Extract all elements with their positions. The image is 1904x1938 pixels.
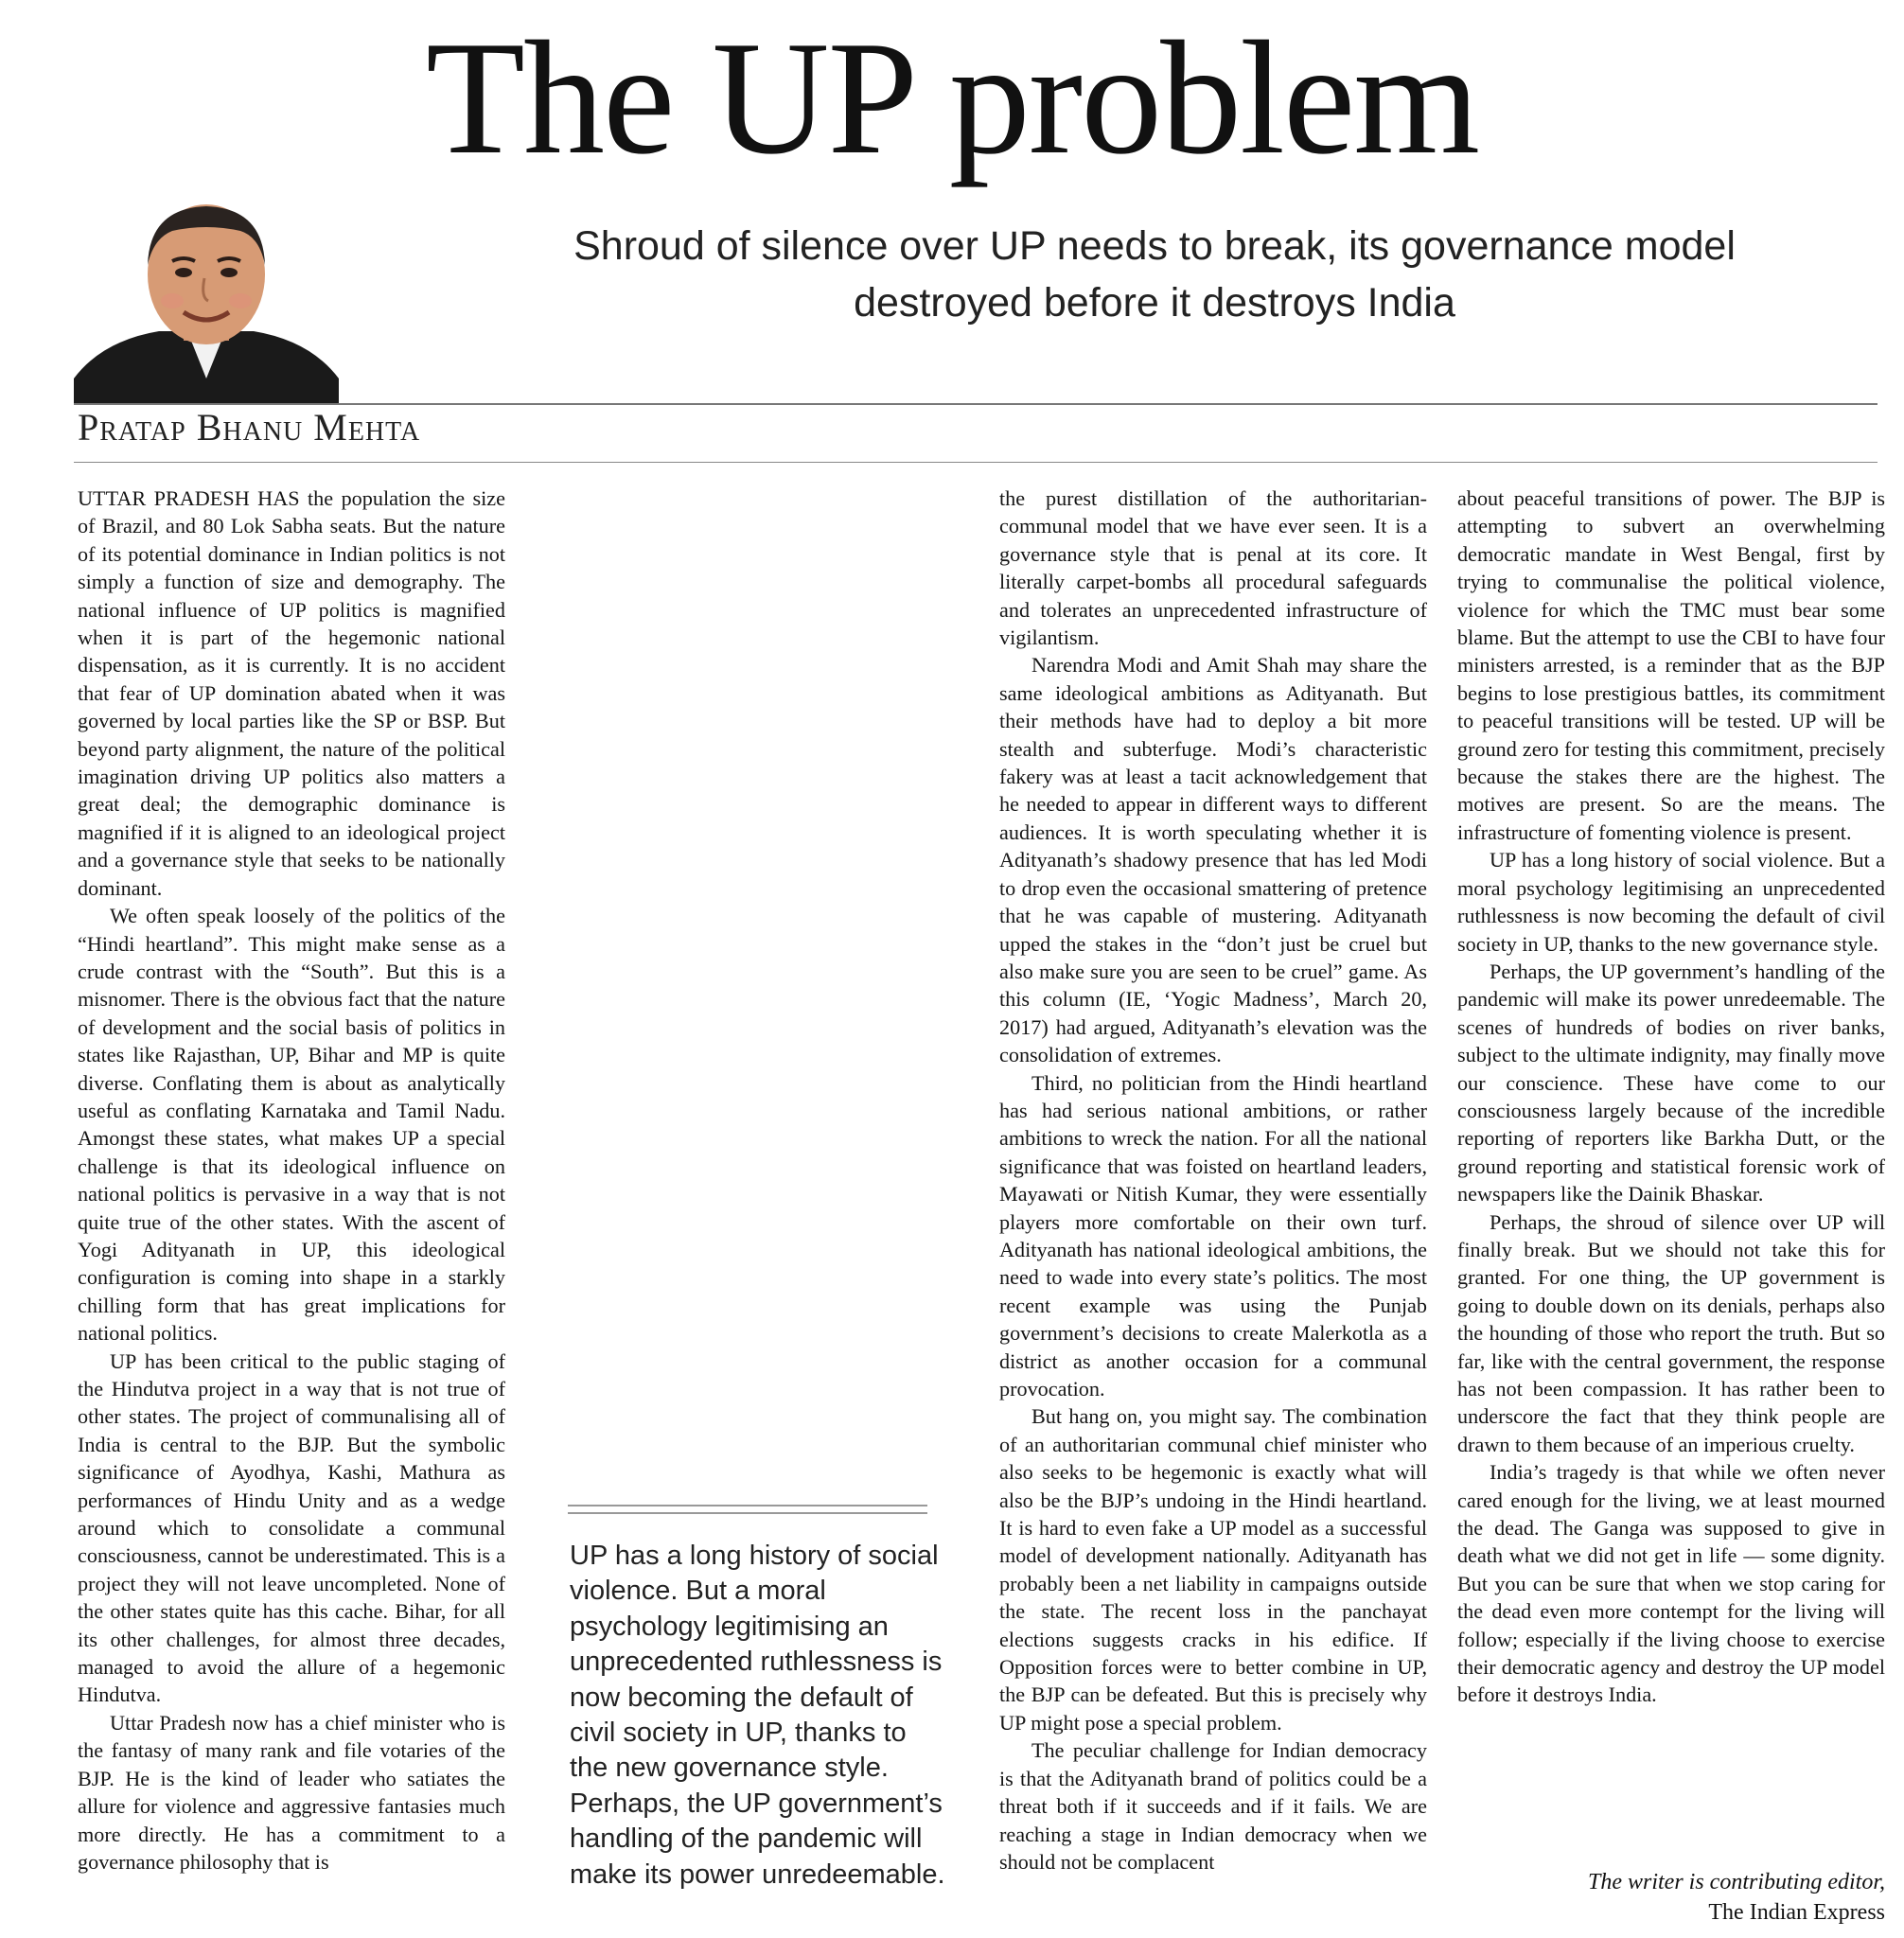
paragraph: Uttar Pradesh now has a chief minister who is the fantasy of many rank and file votaries of the BJP. He is the kind of leader who satiates the allure for violence and aggressive fantasies much more directly. He has a commitment to a governance philosophy that is xyxy=(78,1710,505,1874)
paragraph: Narendra Modi and Amit Shah may share the same ideological ambitions as Adityanath. But their methods have had to deploy a bit more stealth and subterfuge. Modi’s characteristic fakery was at least a tacit acknowledgement that he needed to appear in different ways to different audiences. It is worth speculating whether it is Adityanath’s shadowy presence that has led Modi to drop even the occasional smattering of pretence that he was capable of mustering. Adityanath upped the stakes in the “don’t just be cruel but also make sure you are seen to be cruel” game. As this column (IE, ‘Yogic Madness’, March 20, 2017) had argued, Adityanath’s elevation was the consolidation of extremes. xyxy=(999,653,1427,1067)
paragraph: India’s tragedy is that while we often never cared enough for the living, we at least mourned the dead. The Ganga was supposed to give in death what we did not get in life — some dignity. But you can be sure that when we stop caring for the dead even more contempt for the living will follow; especially if the living choose to exercise their democratic agency and destroy the UP model before it destroys India. xyxy=(1457,1460,1885,1707)
writer-credit xyxy=(1457,1867,1885,1928)
paragraph: Perhaps, the UP government’s handling of the pandemic will make its power unredeemable. The scenes of hundreds of bodies on river banks, subject to the ultimate indignity, may finally move our conscience. These have come to our consciousness largely because of the incredible reporting of reporters like Barkha Dutt, or the ground reporting and statistical forensic work of newspapers like the Dainik Bhaskar. xyxy=(1457,959,1885,1207)
standfirst: Shroud of silence over UP needs to break, its governance model destroyed before it destroys India xyxy=(573,223,1736,326)
headline: The UP problem xyxy=(425,9,1479,188)
publication-name: The Indian Express xyxy=(1708,1900,1885,1925)
paragraph: the purest distillation of the authoritarian-communal model that we have ever seen. It is a governance style that is penal at its core. It literally carpet-bombs all procedural safeguards and tolerates an unprecedented infrastructure of vigilantism. xyxy=(999,486,1427,650)
paragraph: We often speak loosely of the politics of the “Hindi heartland”. This might make sense as a crude contrast with the “South”. But this is a misnomer. There is the obvious fact that the nature of development and the social basis of politics in states like Rajasthan, UP, Bihar and MP is quite diverse. Conflating them is about as analytically useful as conflating Karnataka and Tamil Nadu. Amongst these states, what makes UP a special challenge is that its ideological influence on national politics is pervasive in a way that is not quite true of the other states. With the ascent of Yogi Adityanath in UP, this ideological configuration is coming into shape in a starkly chilling form that has great implications for national politics. xyxy=(78,904,505,1346)
paragraph: The peculiar challenge for Indian democracy is that the Adityanath brand of politics could be a threat both if it succeeds and if it fails. We are reaching a stage in Indian democracy when we should not be complacent xyxy=(999,1738,1427,1874)
paragraph: about peaceful transitions of power. The BJP is attempting to subvert an overwhelming democratic mandate in West Bengal, first by trying to communalise the political violence, violence for which the TMC must bear some blame. But the attempt to use the CBI to have four ministers arrested, is a reminder that as the BJP begins to lose prestigious battles, its commitment to peaceful transitions will be tested. UP will be ground zero for testing this commitment, precisely because the stakes there are the highest. The motives are present. So are the means. The infrastructure of fomenting violence is present. xyxy=(1457,486,1885,844)
paragraph: Third, no politician from the Hindi heartland has had serious national ambitions, or rather ambitions to wreck the nation. For all the national significance that was foisted on heartland leaders, Mayawati or Nitish Kumar, they were essentially players more comfortable on their own turf. Adityanath has national ideological ambitions, the need to wade into every state’s politics. The most recent example was using the Punjab government’s decisions to create Malerkotla as a district as another occasion for a communal provocation. xyxy=(999,1070,1427,1401)
pullquote-rule xyxy=(568,1505,927,1506)
article-column-3 xyxy=(1457,484,1885,1709)
byline-rule-bottom xyxy=(74,462,1878,463)
writer-role: The writer is contributing editor, xyxy=(1587,1870,1885,1894)
paragraph: But hang on, you might say. The combination of an authoritarian communal chief minister who also seeks to be hegemonic is exactly what will also be the BJP’s undoing in the Hindi heartland. It is hard to even fake a UP model as a successful model of development nationally. Adityanath has probably been a net liability in campaigns outside the state. The recent loss in the panchayat elections suggests cracks in his edifice. If Opposition forces were to better combine in UP, the BJP can be defeated. But this is precisely why UP might pose a special problem. xyxy=(999,1404,1427,1735)
paragraph: UP has been critical to the public staging of the Hindutva project in a way that is not true of other states. The project of communalising all of India is central to the BJP. But the symbolic significance of Ayodhya, Kashi, Mathura as performances of Hindu Unity and as a wedge around which to consolidate a communal consciousness, cannot be underestimated. This is a project they will not leave uncompleted. None of the other states quite has this cache. Bihar, for all its other challenges, for almost three decades, managed to avoid the allure of a hegemonic Hindutva. xyxy=(78,1348,505,1707)
paragraph: UTTAR PRADESH HAS the population the size of Brazil, and 80 Lok Sabha seats. But the nature of its potential dominance in Indian politics is not simply a function of size and demography. The national influence of UP politics is magnified when it is part of the hegemonic national dispensation, as it is currently. It is no accident that fear of UP domination abated when it was governed by local parties like the SP or BSP. But beyond party alignment, the nature of the political imagination driving UP politics also matters a great deal; the demographic dominance is magnified if it is aligned to an ideological project and a governance style that seeks to be nationally dominant. xyxy=(78,486,505,900)
byline: Pratap Bhanu Mehta xyxy=(78,406,421,449)
paragraph: Perhaps, the shroud of silence over UP will finally break. But we should not take this for granted. For one thing, the UP government is going to double down on its denials, perhaps also the hounding of those who report the truth. But so far, like with the central government, the response has not been compassion. It has rather been to underscore the fact that they think people are drawn to them because of an imperious cruelty. xyxy=(1457,1209,1885,1456)
pullquote-rule xyxy=(568,1512,927,1514)
paragraph: UP has a long history of social violence. But a moral psychology legitimising an unprecedented ruthlessness is now becoming the default of civil society in UP, thanks to the new governance style. xyxy=(1457,848,1885,956)
author-portrait xyxy=(74,199,339,405)
article-column-1 xyxy=(78,484,505,1876)
pullquote: UP has a long history of social violence. But a moral psychology legitimising an unprecedented ruthlessness is now becoming the default of civil society in UP, thanks to the new governance style. Perhaps, the UP government’s handling of the pandemic will make its power unredeemable. xyxy=(570,1541,945,1890)
article-column-2 xyxy=(999,484,1427,1876)
